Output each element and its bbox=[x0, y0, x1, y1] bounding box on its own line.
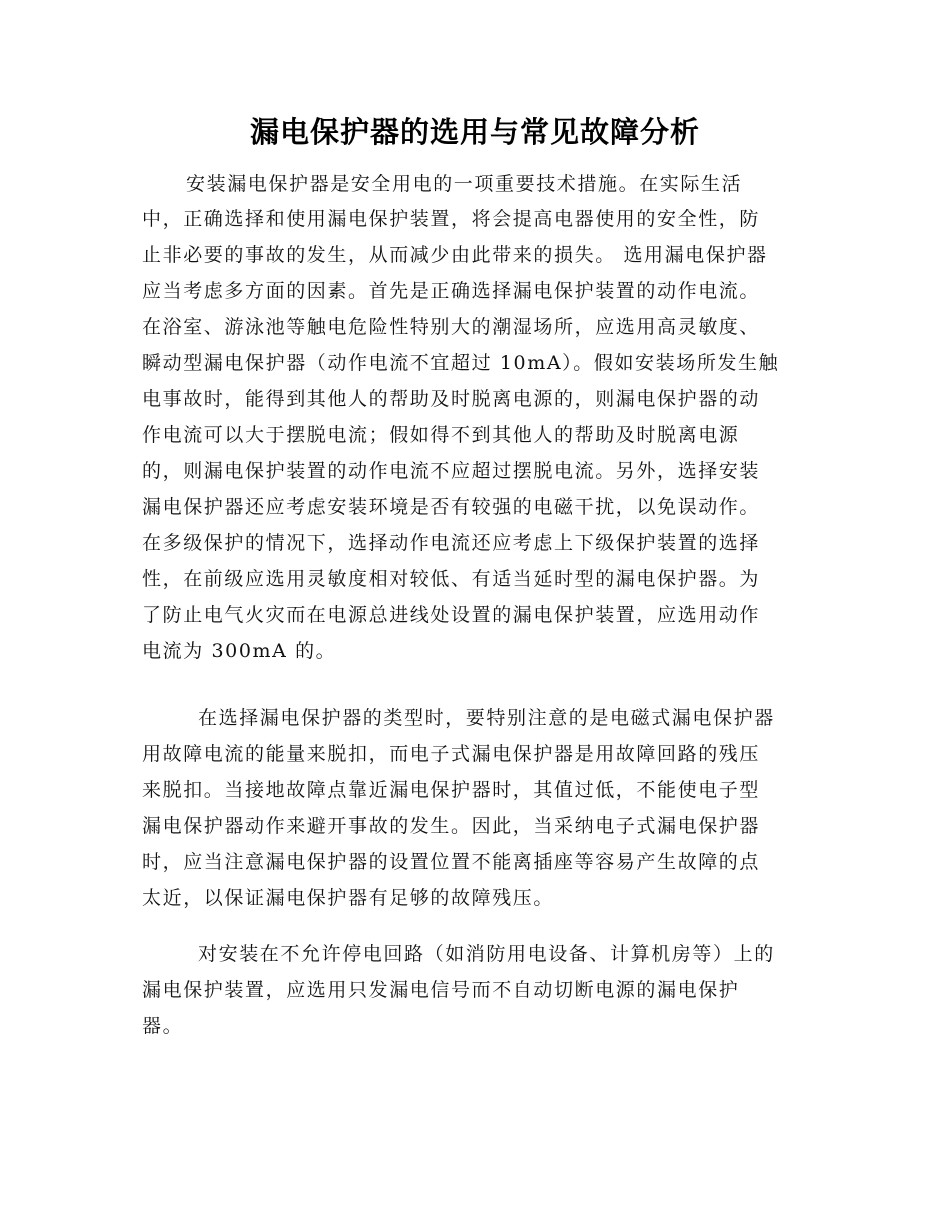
paragraph-1-line-10: 漏电保护器还应考虑安装环境是否有较强的电磁干扰，以免误动作。 bbox=[142, 496, 761, 518]
paragraph-1-line-4: 应当考虑多方面的因素。首先是正确选择漏电保护装置的动作电流。 bbox=[142, 280, 761, 302]
paragraph-2-line-2: 用故障电流的能量来脱扣，而电子式漏电保护器是用故障回路的残压 bbox=[142, 743, 761, 765]
paragraph-1-line-14: 电流为 300mA 的。 bbox=[142, 640, 337, 662]
paragraph-1-line-12: 性，在前级应选用灵敏度相对较低、有适当延时型的漏电保护器。为 bbox=[142, 568, 761, 590]
paragraph-1-line-8: 作电流可以大于摆脱电流；假如得不到其他人的帮助及时脱离电源 bbox=[142, 424, 740, 446]
paragraph-2-line-4: 漏电保护器动作来避开事故的发生。因此，当采纳电子式漏电保护器 bbox=[142, 815, 761, 837]
paragraph-3-line-1: 对安装在不允许停电回路（如消防用电设备、计算机房等）上的 bbox=[198, 943, 775, 965]
paragraph-1-line-1: 安装漏电保护器是安全用电的一项重要技术措施。在实际生活 bbox=[186, 173, 743, 195]
paragraph-1-line-6: 瞬动型漏电保护器（动作电流不宜超过 10mA）。假如安装场所发生触 bbox=[142, 352, 780, 374]
paragraph-2-line-1: 在选择漏电保护器的类型时，要特别注意的是电磁式漏电保护器 bbox=[198, 707, 775, 729]
document-title: 漏电保护器的选用与常见故障分析 bbox=[249, 115, 700, 149]
paragraph-1-line-9: 的，则漏电保护装置的动作电流不应超过摆脱电流。另外，选择安装 bbox=[142, 460, 761, 482]
paragraph-2-line-5: 时，应当注意漏电保护器的设置位置不能离插座等容易产生故障的点 bbox=[142, 851, 761, 873]
paragraph-3-line-2: 漏电保护装置，应选用只发漏电信号而不自动切断电源的漏电保护 bbox=[142, 979, 740, 1001]
paragraph-1-line-13: 了防止电气火灾而在电源总进线处设置的漏电保护装置，应选用动作 bbox=[142, 604, 761, 626]
paragraph-1-line-3: 止非必要的事故的发生，从而减少由此带来的损失。 选用漏电保护器 bbox=[142, 244, 768, 266]
paragraph-2-line-6: 太近，以保证漏电保护器有足够的故障残压。 bbox=[142, 887, 555, 909]
paragraph-3-line-3: 器。 bbox=[142, 1015, 184, 1037]
paragraph-1-line-5: 在浴室、游泳池等触电危险性特别大的潮湿场所，应选用高灵敏度、 bbox=[142, 316, 761, 338]
paragraph-1-line-11: 在多级保护的情况下，选择动作电流还应考虑上下级保护装置的选择 bbox=[142, 532, 761, 554]
paragraph-2-line-3: 来脱扣。当接地故障点靠近漏电保护器时，其值过低，不能使电子型 bbox=[142, 779, 761, 801]
paragraph-1-line-2: 中，正确选择和使用漏电保护装置，将会提高电器使用的安全性，防 bbox=[142, 208, 761, 230]
paragraph-1-line-7: 电事故时，能得到其他人的帮助及时脱离电源的，则漏电保护器的动 bbox=[142, 388, 761, 410]
